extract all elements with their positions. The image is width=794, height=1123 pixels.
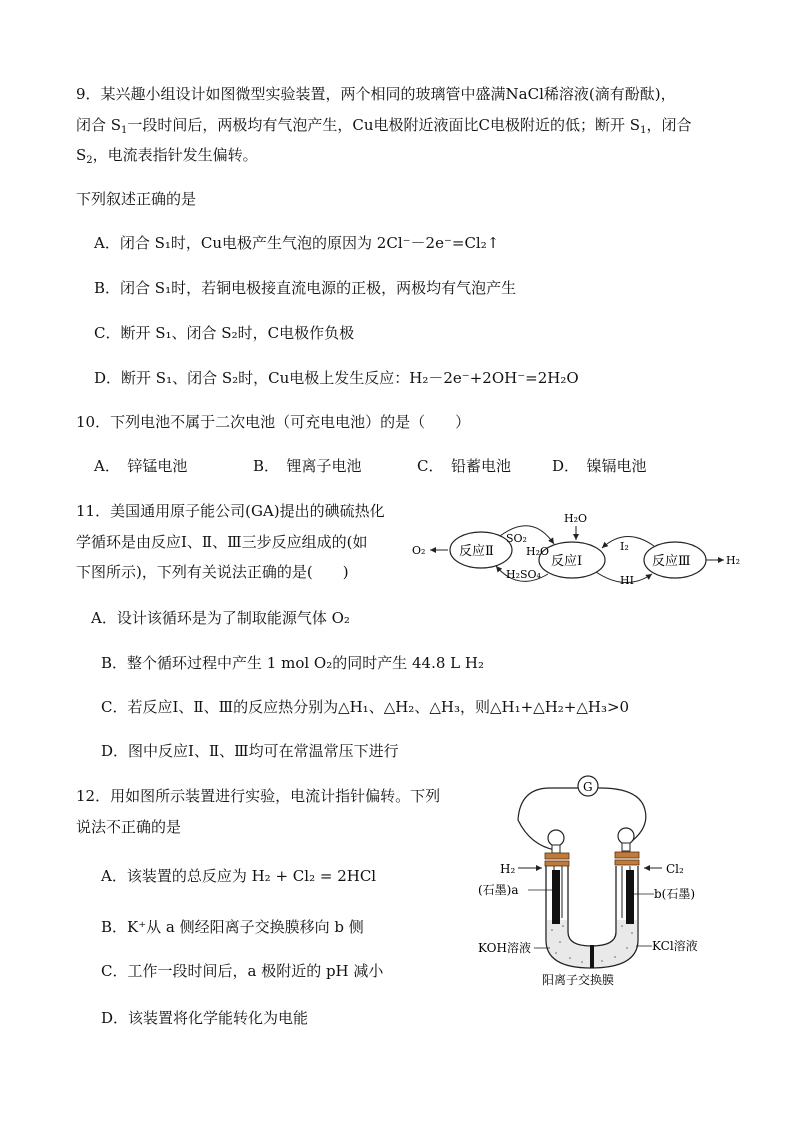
q12-stem-line2: 说法不正确的是 [76,818,182,836]
q9-stem-line1: 9．某兴趣小组设计如图微型实验装置，两个相同的玻璃管中盛满NaCl稀溶液(滴有酚酞)， [76,85,676,103]
q10-stem: 10．下列电池不属于二次电池（可充电电池）的是（ ） [76,413,471,431]
electrode-b-label: b(石墨) [654,887,696,901]
q9-option-d[interactable]: D．断开 S₁、闭合 S₂时，Cu电极上发生反应：H₂－2e⁻+2OH⁻=2H₂O [94,369,579,387]
q11-stem-line1: 11．美国通用原子能公司(GA)提出的碘硫热化 [76,502,385,520]
q9-option-a[interactable]: A．闭合 S₁时，Cu电极产生气泡的原因为 2Cl⁻－2e⁻=Cl₂↑ [94,234,500,252]
q9-prompt: 下列叙述正确的是 [76,190,197,208]
q10-option-d[interactable]: D． 镍镉电池 [552,457,647,475]
membrane-label: 阳离子交换膜 [542,973,615,987]
u-tube-cell-diagram [470,770,720,990]
q12-option-a[interactable]: A．该装置的总反应为 H₂ + Cl₂ = 2HCl [101,867,377,885]
h2-output-label: H₂ [726,554,741,567]
h2o-mid-label: H₂O [526,545,550,558]
q11-option-c[interactable]: C．若反应Ⅰ、Ⅱ、Ⅲ的反应热分别为△H₁、△H₂、△H₃，则△H₁+△H₂+△H₃>0 [101,698,630,716]
q9-stem-line3: $S_2$，电流表指针发生偏转。 [76,146,258,166]
q11-option-d[interactable]: D．图中反应Ⅰ、Ⅱ、Ⅲ均可在常温常压下进行 [101,742,399,760]
electrode-b [626,870,634,924]
q9-option-b[interactable]: B．闭合 S₁时，若铜电极接直流电源的正极，两极均有气泡产生 [94,279,517,297]
q12-stem-line1: 12．用如图所示装置进行实验，电流计指针偏转。下列 [76,787,441,805]
iodine-sulfur-cycle-diagram [408,504,748,592]
i2-label: I₂ [620,540,629,553]
reaction-i-label: 反应Ⅰ [551,554,583,569]
right-stopper [615,852,639,858]
left-stopper [545,853,569,859]
q12-option-b[interactable]: B．K⁺从 a 侧经阳离子交换膜移向 b 侧 [101,918,364,936]
q10-option-a[interactable]: A． 锌锰电池 [94,457,188,475]
reaction-iii-label: 反应Ⅲ [652,554,691,569]
q10-option-b[interactable]: B． 锂离子电池 [253,457,362,475]
galvanometer-label: G [583,780,593,794]
q10-option-c[interactable]: C． 铅蓄电池 [417,457,511,475]
q11-stem-line2: 学循环是由反应Ⅰ、Ⅱ、Ⅲ三步反应组成的(如 [76,533,368,551]
o2-label: O₂ [412,544,426,557]
cation-exchange-membrane [590,945,594,968]
electrode-a [552,870,560,924]
q11-option-a[interactable]: A．设计该循环是为了制取能源气体 O₂ [91,609,350,627]
q9-stem-line2: 闭合 $S_1$一段时间后，两极均有气泡产生，Cu电极附近液面比C电极附近的低；断开 $S_1$，闭合 [76,116,692,136]
so2-label: SO₂ [506,532,527,545]
h2o-input-label: H₂O [564,512,588,525]
cl2-input-label: Cl₂ [666,862,684,876]
hi-label: HI [620,574,634,587]
electrode-a-label: (石墨)a [478,883,519,897]
q11-stem-line3: 下图所示)，下列有关说法正确的是( ) [76,563,349,581]
left-gas-bulb [548,830,564,846]
q12-option-c[interactable]: C．工作一段时间后，a 极附近的 pH 减小 [101,962,384,980]
reaction-ii-label: 反应Ⅱ [459,544,494,559]
h2so4-label: H₂SO₄ [506,568,541,581]
koh-solution-label: KOH溶液 [478,941,531,955]
kcl-solution-label: KCl溶液 [652,939,698,953]
q12-option-d[interactable]: D．该装置将化学能转化为电能 [101,1009,309,1027]
q11-option-b[interactable]: B．整个循环过程中产生 1 mol O₂的同时产生 44.8 L H₂ [101,654,484,672]
h2-input-label: H₂ [500,862,516,876]
right-gas-bulb [618,828,634,844]
q9-option-c[interactable]: C．断开 S₁、闭合 S₂时，C电极作负极 [94,324,355,342]
